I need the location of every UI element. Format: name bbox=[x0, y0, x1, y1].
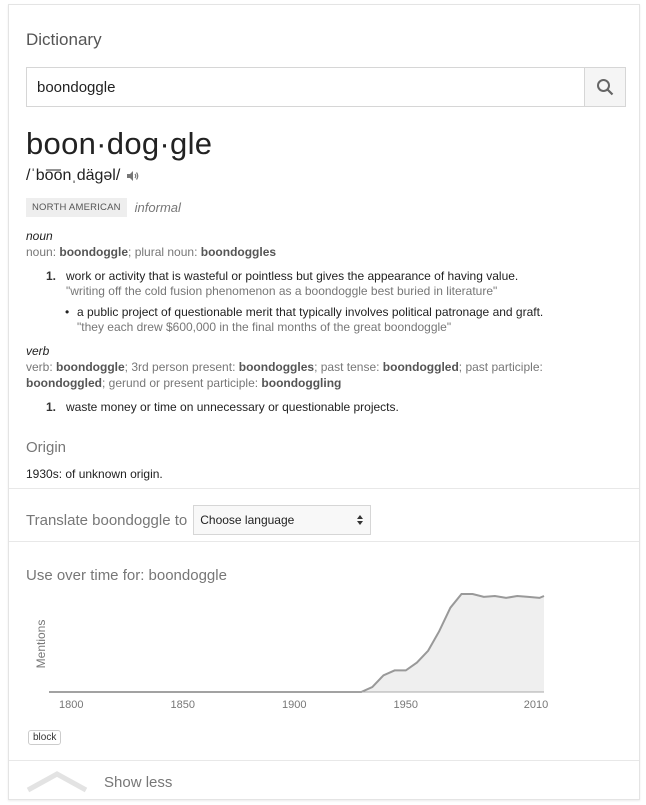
forms-bold: boondoggle bbox=[59, 245, 129, 259]
verb-definition-1 bbox=[46, 400, 399, 415]
noun-forms bbox=[26, 244, 586, 260]
speaker-icon[interactable] bbox=[126, 170, 140, 182]
chevron-up-icon bbox=[24, 768, 90, 794]
search-input[interactable] bbox=[27, 68, 584, 106]
forms-text: noun: bbox=[26, 245, 60, 259]
forms-bold: boondoggling bbox=[261, 376, 342, 390]
forms-text: ; past participle: bbox=[458, 360, 543, 374]
divider bbox=[9, 541, 639, 542]
usage-tags bbox=[26, 198, 181, 217]
card-title: Dictionary bbox=[26, 30, 102, 49]
noun-subdefinition-1 bbox=[65, 305, 543, 335]
block-badge[interactable]: block bbox=[28, 730, 61, 745]
forms-text: ; past tense: bbox=[314, 360, 383, 374]
usage-heading: Use over time for: boondoggle bbox=[26, 567, 227, 584]
register-label: informal bbox=[134, 200, 181, 215]
language-select-value: Choose language bbox=[200, 513, 295, 527]
forms-text: verb: bbox=[26, 360, 57, 374]
definition-example: "writing off the cold fusion phenomenon as a boondoggle best buried in literature" bbox=[66, 284, 498, 298]
search-button[interactable] bbox=[584, 68, 625, 106]
noun-definition-1 bbox=[46, 269, 518, 299]
x-tick-label: 1800 bbox=[59, 699, 84, 711]
definition-number: 1. bbox=[46, 269, 57, 283]
forms-bold: boondoggles bbox=[200, 245, 277, 259]
definition-text: waste money or time on unnecessary or questionable projects. bbox=[66, 400, 399, 414]
show-less-label: Show less bbox=[104, 774, 173, 791]
subdefinition-text: a public project of questionable merit that typically involves political patronage and graft. bbox=[77, 305, 544, 319]
bullet: • bbox=[65, 305, 70, 319]
search-box bbox=[26, 67, 626, 107]
show-less-button[interactable] bbox=[9, 760, 639, 800]
translate-label: Translate boondoggle to bbox=[26, 511, 188, 529]
headword: boon·dog·gle bbox=[26, 126, 213, 161]
subdefinition-example: "they each drew $600,000 in the final months of the great boondoggle" bbox=[77, 320, 452, 334]
usage-area bbox=[49, 594, 544, 692]
definition-text: work or activity that is wasteful or pointless but gives the appearance of having value. bbox=[66, 269, 519, 283]
divider bbox=[9, 488, 639, 489]
verb-forms bbox=[26, 359, 586, 391]
translate-row bbox=[26, 505, 371, 535]
select-arrows-icon bbox=[356, 514, 364, 526]
y-axis-label: Mentions bbox=[34, 619, 48, 669]
pos-verb: verb bbox=[26, 344, 50, 358]
phonetic-row bbox=[26, 167, 140, 185]
dictionary-card bbox=[8, 4, 640, 800]
origin-text: 1930s: of unknown origin. bbox=[26, 467, 163, 481]
x-tick-label: 1900 bbox=[282, 699, 307, 711]
x-tick-label: 2010 bbox=[523, 699, 549, 711]
phonetic: /ˈbo͞onˌdägəl/ bbox=[26, 167, 121, 184]
x-tick-label: 1850 bbox=[170, 699, 196, 711]
forms-bold: boondoggles bbox=[238, 360, 315, 374]
origin-heading: Origin bbox=[26, 439, 67, 456]
language-select[interactable] bbox=[193, 505, 371, 535]
forms-text: ; 3rd person present: bbox=[124, 360, 239, 374]
x-tick-label: 1950 bbox=[393, 699, 419, 711]
forms-text: ; gerund or present participle: bbox=[101, 376, 262, 390]
forms-text: ; plural noun: bbox=[128, 245, 201, 259]
usage-chart bbox=[19, 590, 549, 730]
definition-number: 1. bbox=[46, 400, 57, 414]
search-icon bbox=[596, 78, 614, 96]
forms-bold: boondoggle bbox=[56, 360, 125, 374]
forms-bold: boondoggled bbox=[26, 376, 102, 390]
region-tag: NORTH AMERICAN bbox=[26, 198, 127, 217]
pos-noun: noun bbox=[26, 229, 53, 243]
forms-bold: boondoggled bbox=[382, 360, 459, 374]
